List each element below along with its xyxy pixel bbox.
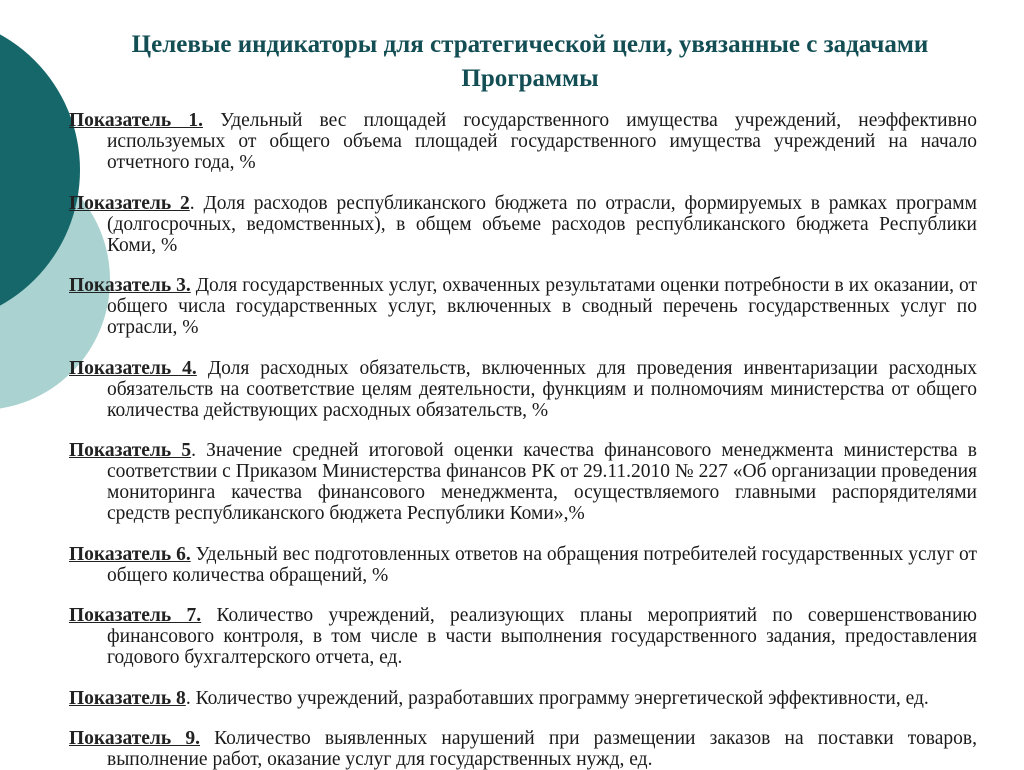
indicator-label: Показатель 2 <box>69 192 190 214</box>
indicator-text: . Количество учреждений, разработавших программу энергетической эффективности, ед. <box>185 687 929 709</box>
indicator-text: Удельный вес подготовленных ответов на обращения потребителей государственных услуг от общего количества обращений, % <box>107 543 977 586</box>
indicator-text: Количество учреждений, реализующих планы мероприятий по совершенствованию финансового контроля, в том числе в части выполнения государственного задания, предоставления годового бухгалтерского отчета, ед. <box>107 605 977 668</box>
indicator-text: . Доля расходов республиканского бюджета по отрасли, формируемых в рамках программ (долгосрочных, ведомственных), в общем объеме расходов республиканского бюджета Республики Коми, % <box>107 192 977 256</box>
indicator-item <box>69 605 977 668</box>
indicator-item <box>69 110 977 173</box>
indicator-text: . Значение средней итоговой оценки качества финансового менеджмента министерства в соответствии с Приказом Министерства финансов РК от 29.11.2010 № 227 «Об организации проведения мониторинга качества финансового менеджмента, осуществляемого главными распорядителями средств республиканского бюджета Республики Коми»,% <box>107 440 977 524</box>
indicator-item <box>69 275 977 338</box>
slide-title: Целевые индикаторы для стратегической цели, увязанные с задачами Программы <box>131 31 929 92</box>
indicator-item <box>69 544 977 586</box>
indicator-label: Показатель 4. <box>69 357 197 379</box>
indicator-label: Показатель 7. <box>69 605 202 626</box>
indicator-label: Показатель 9. <box>69 728 200 749</box>
indicator-label: Показатель 6. <box>69 543 191 565</box>
indicator-item <box>69 728 977 770</box>
indicator-item <box>69 358 977 421</box>
indicator-item <box>69 688 977 709</box>
indicator-item <box>69 193 977 256</box>
indicator-text: Количество выявленных нарушений при размещении заказов на поставки товаров, выполнение работ, оказание услуг для государственных нужд, ед. <box>107 728 977 770</box>
indicator-item <box>69 440 977 524</box>
indicator-label: Показатель 1. <box>69 110 203 131</box>
indicators-list <box>69 110 977 770</box>
indicator-label: Показатель 3. <box>69 275 191 296</box>
indicator-text: Доля расходных обязательств, включенных для проведения инвентаризации расходных обязательств на соответствие целям деятельности, функциям и полномочиям министерства от общего количества действующих расходных обязательств, % <box>107 357 977 421</box>
indicator-text: Доля государственных услуг, охваченных результатами оценки потребности в их оказании, от общего числа государственных услуг, включенных в сводный перечень государственных услуг по отрасли, % <box>107 275 977 338</box>
indicator-text: Удельный вес площадей государственного имущества учреждений, неэффективно используемых от общего объема площадей государственного имущества учреждений на начало отчетного года, % <box>107 110 977 173</box>
indicator-label: Показатель 5 <box>69 440 192 461</box>
indicator-label: Показатель 8 <box>69 687 186 709</box>
